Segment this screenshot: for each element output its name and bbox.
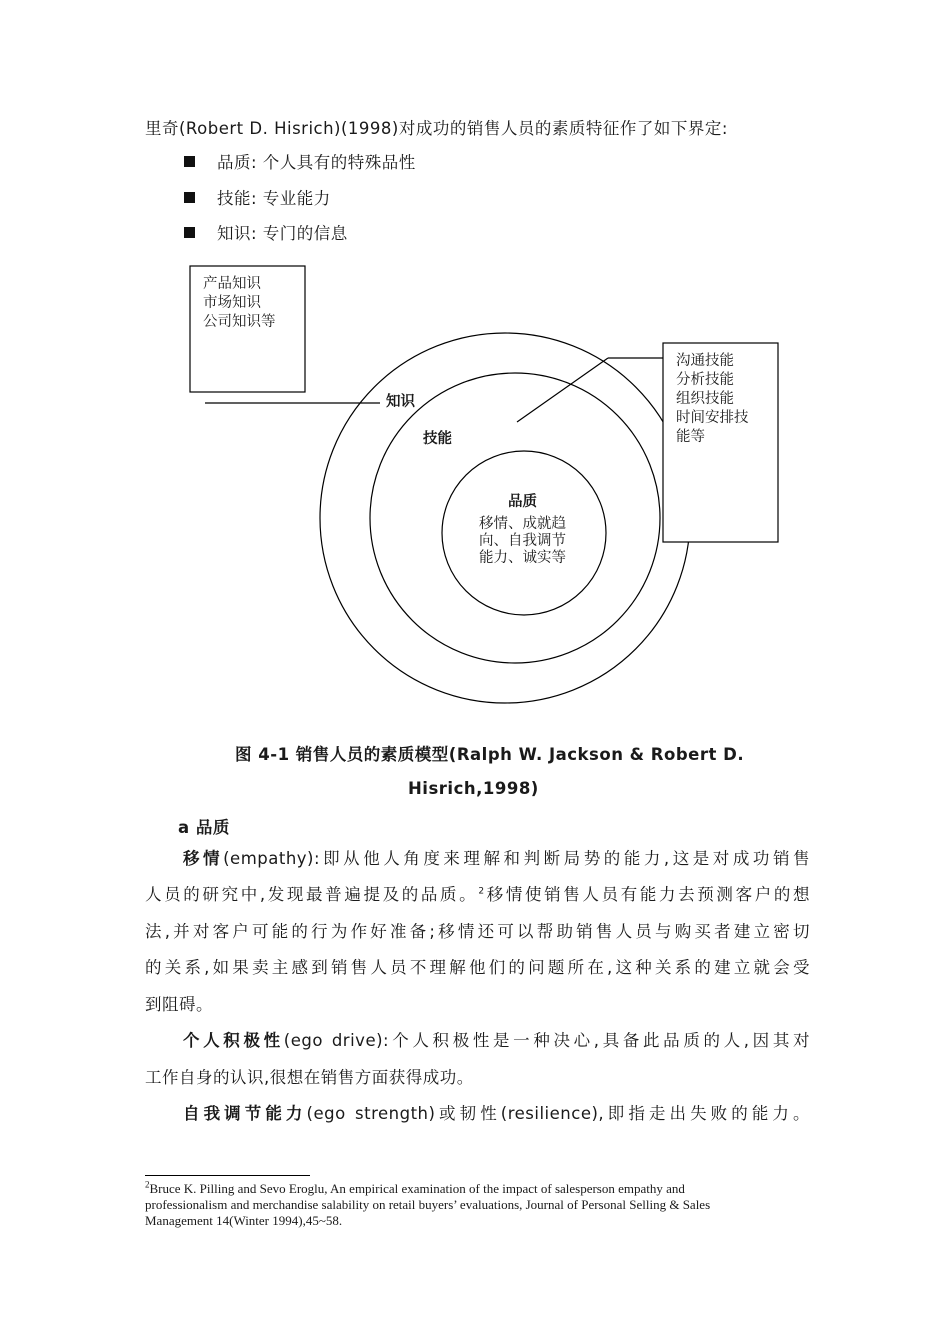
para3-line-1 — [183, 1104, 810, 1124]
figure-caption-line-1: 图 4-1 销售人员的素质模型(Ralph W. Jackson & Robert D. — [235, 745, 745, 764]
footnote-reference[interactable]: 2 — [478, 886, 485, 897]
inner-text-line-2: 向、自我调节 — [479, 533, 566, 549]
para3-line-1-text: (ego strength)或韧性(resilience),即指走出失败的能力。 — [306, 1104, 810, 1123]
inner-label-quality: 品质 — [508, 494, 537, 510]
para1-line-5: 到阻碍。 — [145, 995, 213, 1014]
para2-line-1 — [183, 1031, 810, 1051]
bullet-text: 知识: 专门的信息 — [217, 224, 348, 243]
footnote-line-1-text: Bruce K. Pilling and Sevo Eroglu, An empirical examination of the impact of salesperson empathy and — [149, 1181, 685, 1196]
para1-line-1-text: (empathy):即从他人角度来理解和判断局势的能力,这是对成功销售 — [223, 849, 811, 868]
para1-line-2a: 人员的研究中,发现最普遍提及的品质。 — [145, 885, 479, 904]
middle-label-skill: 技能 — [423, 431, 452, 447]
right-box-line-3: 组织技能 — [676, 391, 734, 407]
bullet-text: 品质: 个人具有的特殊品性 — [217, 153, 416, 172]
figure-caption-line-2: Hisrich,1998) — [408, 779, 539, 798]
para2-line-1-text: (ego drive):个人积极性是一种决心,具备此品质的人,因其对 — [283, 1031, 810, 1050]
para3-term: 自我调节能力 — [183, 1104, 307, 1123]
footnote-line-1 — [145, 1181, 815, 1197]
left-box-line-3: 公司知识等 — [203, 314, 276, 330]
outer-label-knowledge: 知识 — [386, 394, 415, 410]
footnote — [145, 1181, 815, 1229]
para2-line-2: 工作自身的认识,很想在销售方面获得成功。 — [145, 1068, 474, 1087]
para1-line-4: 的关系,如果卖主感到销售人员不理解他们的问题所在,这种关系的建立就会受 — [145, 958, 810, 977]
para1-term: 移情 — [183, 849, 224, 868]
bullet-text: 技能: 专业能力 — [217, 189, 331, 208]
para2-term: 个人积极性 — [183, 1031, 284, 1050]
section-heading: a 品质 — [178, 818, 230, 837]
inner-text-line-3: 能力、诚实等 — [479, 550, 566, 566]
right-box-line-4: 时间安排技 — [676, 410, 749, 426]
right-box-line-5: 能等 — [676, 429, 705, 445]
footnote-mark: 2 — [145, 1179, 150, 1190]
para1-line-2 — [145, 885, 810, 905]
footnote-separator — [145, 1175, 310, 1176]
left-box-line-2: 市场知识 — [203, 295, 261, 311]
para1-line-1 — [183, 849, 810, 869]
right-box-line-1: 沟通技能 — [676, 353, 734, 369]
para1-line-3: 法,并对客户可能的行为作好准备;移情还可以帮助销售人员与购买者建立密切 — [145, 922, 810, 941]
footnote-line-2: professionalism and merchandise salability on retail buyers’ evaluations, Journal of Personal Selling & Sales — [145, 1197, 711, 1212]
inner-text-line-1: 移情、成就趋 — [479, 516, 566, 532]
para1-line-2b: 移情使销售人员有能力去预测客户的想 — [484, 885, 810, 904]
diagonal-connector-line — [517, 358, 608, 422]
intro-line: 里奇(Robert D. Hisrich)(1998)对成功的销售人员的素质特征作了如下界定: — [145, 119, 728, 138]
footnote-line-3: Management 14(Winter 1994),45~58. — [145, 1213, 343, 1228]
right-box-line-2: 分析技能 — [676, 372, 734, 388]
left-box-line-1: 产品知识 — [203, 276, 261, 292]
